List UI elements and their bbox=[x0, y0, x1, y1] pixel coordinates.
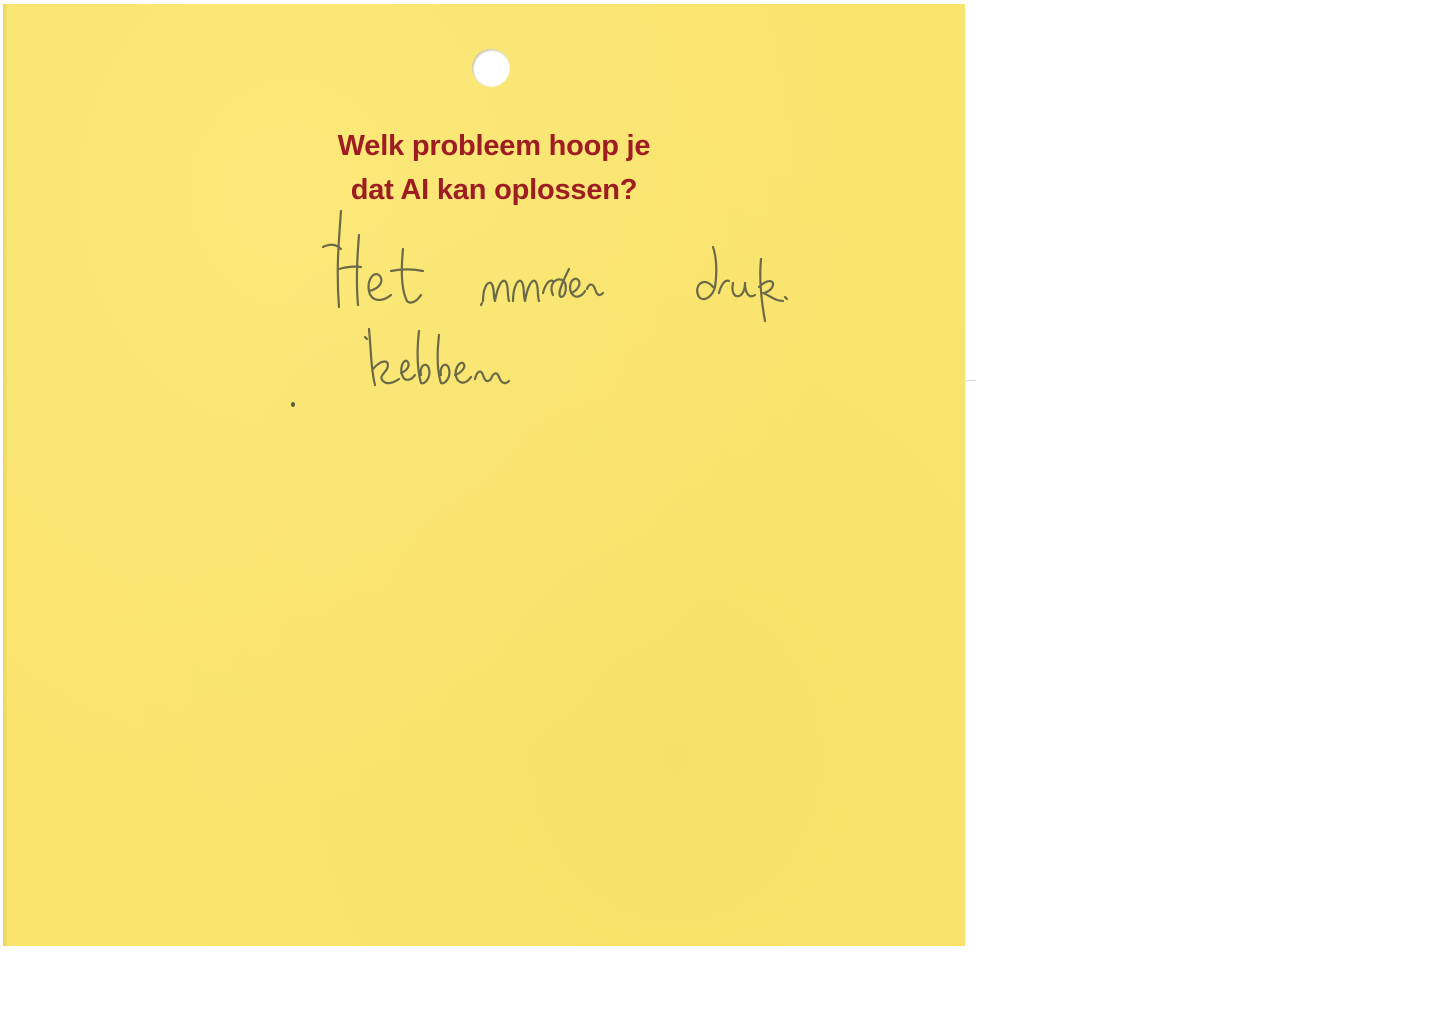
paper-speck bbox=[291, 402, 295, 407]
card-edge-shadow bbox=[3, 4, 8, 946]
punch-hole bbox=[472, 49, 510, 87]
handwriting-word-het bbox=[323, 211, 423, 307]
card-question bbox=[289, 124, 699, 212]
handwriting-word-minder bbox=[481, 269, 603, 305]
answer-line-1 bbox=[3, 4, 4, 5]
scan-artifact bbox=[966, 380, 976, 381]
question-line-1: Welk probleem hoop je bbox=[337, 130, 651, 162]
yellow-card bbox=[3, 4, 965, 946]
question-line-2: dat AI kan oplossen? bbox=[350, 174, 638, 206]
handwriting-word-druk bbox=[697, 247, 787, 321]
handwritten-answer bbox=[321, 209, 841, 399]
handwriting-word-hebben bbox=[365, 329, 509, 385]
